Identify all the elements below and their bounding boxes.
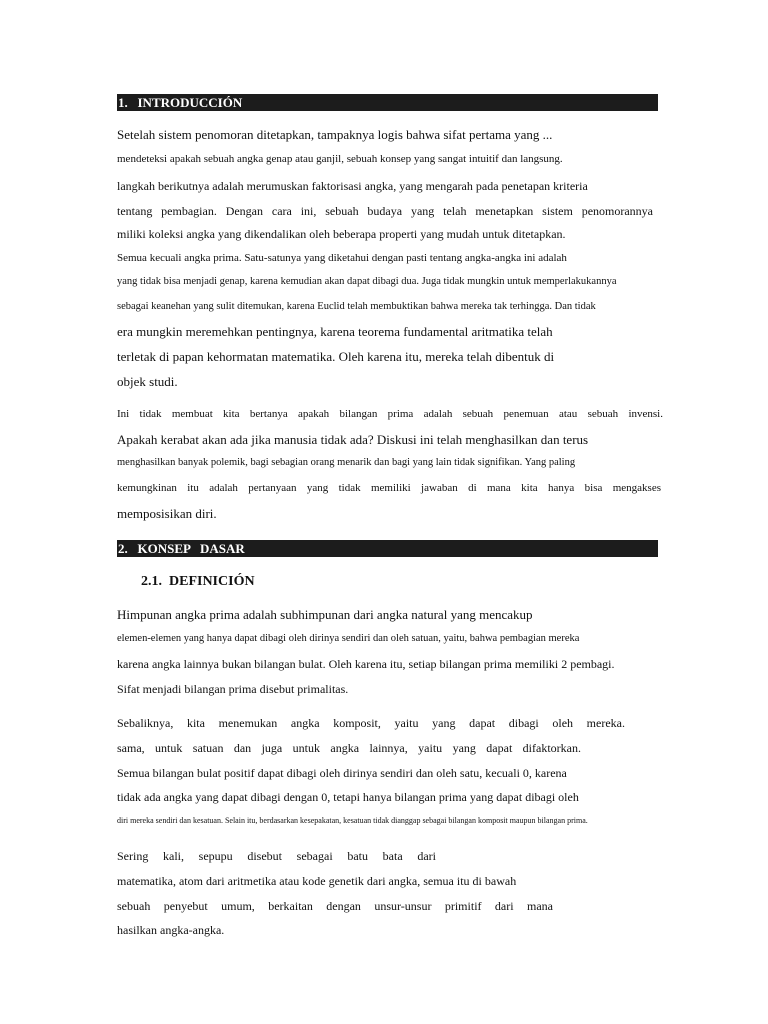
paragraph-line: sebuah penyebut umum, berkaitan dengan unsur-unsur primitif dari mana <box>117 899 553 913</box>
paragraph-line: Sering kali, sepupu disebut sebagai batu bata dari <box>117 849 436 863</box>
paragraph-line: matematika, atom dari aritmetika atau kode genetik dari angka, semua itu di bawah <box>117 874 517 888</box>
paragraph-line: Sifat menjadi bilangan prima disebut primalitas. <box>117 682 349 696</box>
paragraph-line: Sebaliknya, kita menemukan angka komposit, yaitu yang dapat dibagi oleh mereka. <box>117 716 625 730</box>
paragraph-line: Himpunan angka prima adalah subhimpunan dari angka natural yang mencakup <box>117 607 533 622</box>
paragraph-line: karena angka lainnya bukan bilangan bulat. Oleh karena itu, setiap bilangan prima memiliki 2 pembagi. <box>117 657 615 671</box>
paragraph-line: sama, untuk satuan dan juga untuk angka lainnya, yaitu yang dapat difaktorkan. <box>117 741 581 755</box>
paragraph-line: Semua bilangan bulat positif dapat dibagi oleh dirinya sendiri dan oleh satu, kecuali 0, karena <box>117 766 567 780</box>
section-heading-konsep-dasar: 2. KONSEP DASAR <box>117 540 658 557</box>
subsection-heading-definicion: 2.1. DEFINICIÓN <box>141 574 255 589</box>
paragraph-line: Apakah kerabat akan ada jika manusia tidak ada? Diskusi ini telah menghasilkan dan terus <box>117 432 589 447</box>
paragraph-line: objek studi. <box>117 374 178 389</box>
paragraph-line: sebagai keanehan yang sulit ditemukan, karena Euclid telah membuktikan bahwa mereka tak terhingga. Dan tidak <box>117 301 596 312</box>
paragraph-line: yang tidak bisa menjadi genap, karena kemudian akan dapat dibagi dua. Juga tidak mungkin untuk memperlakukannya <box>117 276 617 287</box>
paragraph-line: mendeteksi apakah sebuah angka genap atau ganjil, sebuah konsep yang sangat intuitif dan langsung. <box>117 153 563 165</box>
paragraph-line: Semua kecuali angka prima. Satu-satunya yang diketahui dengan pasti tentang angka-angka ini adalah <box>117 252 567 264</box>
paragraph-line: kemungkinan itu adalah pertanyaan yang tidak memiliki jawaban di mana kita hanya bisa mengakses <box>117 482 661 494</box>
paragraph-line: memposisikan diri. <box>117 506 217 521</box>
paragraph-line: menghasilkan banyak polemik, bagi sebagian orang menarik dan bagi yang lain tidak signifikan. Yang paling <box>117 457 576 468</box>
paragraph-line: diri mereka sendiri dan kesatuan. Selain itu, berdasarkan kesepakatan, kesatuan tidak dianggap sebagai bilangan komposit maupun bilangan prima. <box>117 816 588 825</box>
paragraph-line: elemen-elemen yang hanya dapat dibagi oleh dirinya sendiri dan oleh satuan, yaitu, bahwa pembagian mereka <box>117 633 580 644</box>
paragraph-line: tentang pembagian. Dengan cara ini, sebuah budaya yang telah menetapkan sistem penomorannya <box>117 204 653 218</box>
paragraph-line: tidak ada angka yang dapat dibagi dengan 0, tetapi hanya bilangan prima yang dapat dibagi oleh <box>117 790 579 804</box>
paragraph-line: era mungkin meremehkan pentingnya, karena teorema fundamental aritmatika telah <box>117 324 553 339</box>
paragraph-line: hasilkan angka-angka. <box>117 923 225 937</box>
paragraph-line: langkah berikutnya adalah merumuskan faktorisasi angka, yang mengarah pada penetapan kriteria <box>117 179 588 193</box>
paragraph-line: miliki koleksi angka yang dikendalikan oleh beberapa properti yang mudah untuk ditetapkan. <box>117 227 566 241</box>
paragraph-line: terletak di papan kehormatan matematika. Oleh karena itu, mereka telah dibentuk di <box>117 349 555 364</box>
section-heading-introduccion: 1. INTRODUCCIÓN <box>117 94 658 111</box>
paragraph-line: Setelah sistem penomoran ditetapkan, tampaknya logis bahwa sifat pertama yang ... <box>117 127 553 142</box>
paragraph-line: Ini tidak membuat kita bertanya apakah bilangan prima adalah sebuah penemuan atau sebuah invensi. <box>117 408 663 420</box>
